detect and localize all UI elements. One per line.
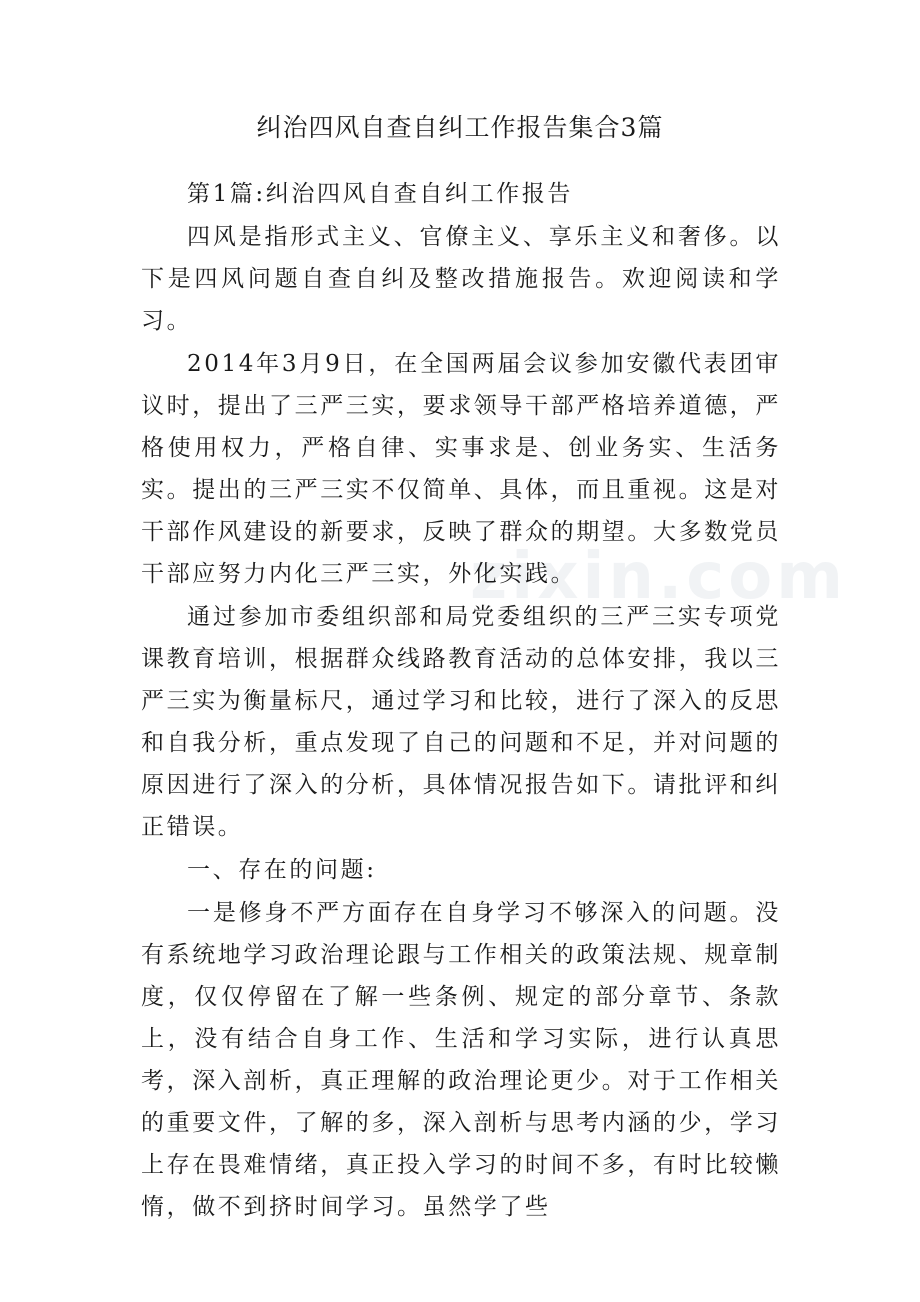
document-body <box>141 173 781 1229</box>
section-heading: 第1篇:纠治四风自查自纠工作报告 <box>187 181 573 207</box>
paragraph: 通过参加市委组织部和局党委组织的三严三实专项党课教育培训，根据群众线路教育活动的总体安排，我以三严三实为衡量标尺，通过学习和比较，进行了深入的反思和自我分析，重点发现了自己的问题和不足，并对问题的原因进行了深入的分析，具体情况报告如下。请批评和纠正错误。 <box>141 604 781 840</box>
paragraph: 2014年3月9日，在全国两届会议参加安徽代表团审议时，提出了三严三实，要求领导干部严格培养道德，严格使用权力，严格自律、实事求是、创业务实、生活务实。提出的三严三实不仅简单、具体，而且重视。这是对干部作风建设的新要求，反映了群众的期望。大多数党员干部应努力内化三严三实，外化实践。 <box>141 351 781 587</box>
document-title: 纠治四风自查自纠工作报告集合3篇 <box>256 113 664 142</box>
paragraph: 一是修身不严方面存在自身学习不够深入的问题。没有系统地学习政治理论跟与工作相关的政策法规、规章制度，仅仅停留在了解一些条例、规定的部分章节、条款上，没有结合自身工作、生活和学习实际，进行认真思考，深入剖析，真正理解的政治理论更少。对于工作相关的重要文件，了解的多，深入剖析与思考内涵的少，学习上存在畏难情绪，真正投入学习的时间不多，有时比较懒惰，做不到挤时间学习。虽然学了些 <box>141 900 781 1220</box>
paragraph: 四风是指形式主义、官僚主义、享乐主义和奢侈。以下是四风问题自查自纠及整改措施报告。欢迎阅读和学习。 <box>141 224 781 334</box>
watermark: zixin.com <box>470 540 847 614</box>
subheading: 一、存在的问题: <box>187 857 377 883</box>
